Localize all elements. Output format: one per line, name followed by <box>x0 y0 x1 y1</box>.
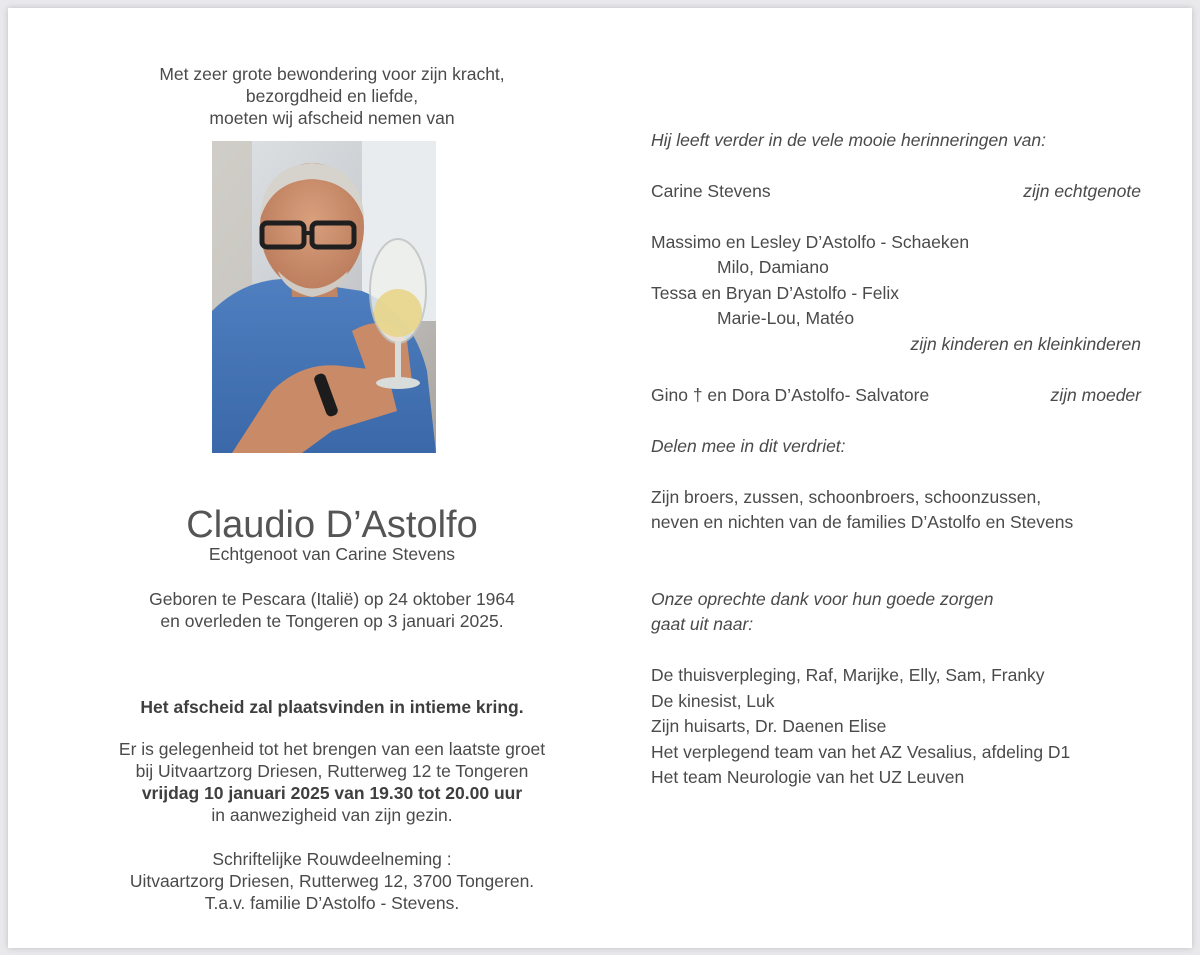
thanks-item: Het team Neurologie van het UZ Leuven <box>651 767 965 787</box>
memories-heading: Hij leeft verder in de vele mooie herinneringen van: <box>651 130 1046 150</box>
thanks-item: De kinesist, Luk <box>651 691 775 711</box>
wife-name: Carine Stevens <box>651 181 771 201</box>
intro-line: moeten wij afscheid nemen van <box>209 108 455 128</box>
visit-line: Er is gelegenheid tot het brengen van een laatste groet <box>118 739 546 759</box>
visit-datetime: vrijdag 10 januari 2025 van 19.30 tot 20.00 uur <box>141 783 523 803</box>
thanks-item: De thuisverpleging, Raf, Marijke, Elly, Sam, Franky <box>651 665 1045 685</box>
condolence-address <box>62 848 602 914</box>
condolence-line: Uitvaartzorg Driesen, Rutterweg 12, 3700 Tongeren. <box>129 871 535 891</box>
spouse-line: Echtgenoot van Carine Stevens <box>208 544 456 564</box>
farewell-notice: Het afscheid zal plaatsvinden in intieme kring. <box>140 697 524 717</box>
birth-death-info <box>62 588 602 632</box>
parents-role: zijn moeder <box>1050 385 1141 405</box>
child-family: Tessa en Bryan D’Astolfo - Felix <box>651 283 900 303</box>
family-row-wife <box>651 179 1141 205</box>
thanks-item: Het verplegend team van het AZ Vesalius, afdeling D1 <box>651 742 1071 762</box>
grandchildren: Marie-Lou, Matéo <box>717 308 855 328</box>
intro-line: Met zeer grote bewondering voor zijn kracht, <box>159 64 505 84</box>
intro-line: bezorgdheid en liefde, <box>245 86 419 106</box>
deceased-name: Claudio D’Astolfo <box>186 504 478 547</box>
visit-line: in aanwezigheid van zijn gezin. <box>211 805 453 825</box>
memorial-card <box>8 8 1192 948</box>
visit-line: bij Uitvaartzorg Driesen, Rutterweg 12 te Tongeren <box>135 761 529 781</box>
visitation-info <box>62 738 602 826</box>
death-line: en overleden te Tongeren op 3 januari 2025. <box>160 611 504 631</box>
portrait-photo <box>212 141 436 453</box>
share-heading: Delen mee in dit verdriet: <box>651 436 846 456</box>
children-role: zijn kinderen en kleinkinderen <box>910 334 1141 354</box>
thanks-heading: Onze oprechte dank voor hun goede zorgen <box>651 589 994 609</box>
intro-text <box>62 63 602 129</box>
grandchildren: Milo, Damiano <box>717 257 829 277</box>
parents-name: Gino † en Dora D’Astolfo- Salvatore <box>651 385 930 405</box>
birth-line: Geboren te Pescara (Italië) op 24 oktober 1964 <box>149 589 515 609</box>
family-row-parents <box>651 383 1141 409</box>
wife-role: zijn echtgenote <box>1023 181 1141 201</box>
share-line: Zijn broers, zussen, schoonbroers, schoonzussen, <box>651 487 1042 507</box>
child-family: Massimo en Lesley D’Astolfo - Schaeken <box>651 232 970 252</box>
condolence-line: Schriftelijke Rouwdeelneming : <box>212 849 452 869</box>
thanks-item: Zijn huisarts, Dr. Daenen Elise <box>651 716 887 736</box>
thanks-heading: gaat uit naar: <box>651 614 754 634</box>
share-line: neven en nichten van de families D’Astolfo en Stevens <box>651 512 1074 532</box>
condolence-line: T.a.v. familie D’Astolfo - Stevens. <box>204 893 460 913</box>
